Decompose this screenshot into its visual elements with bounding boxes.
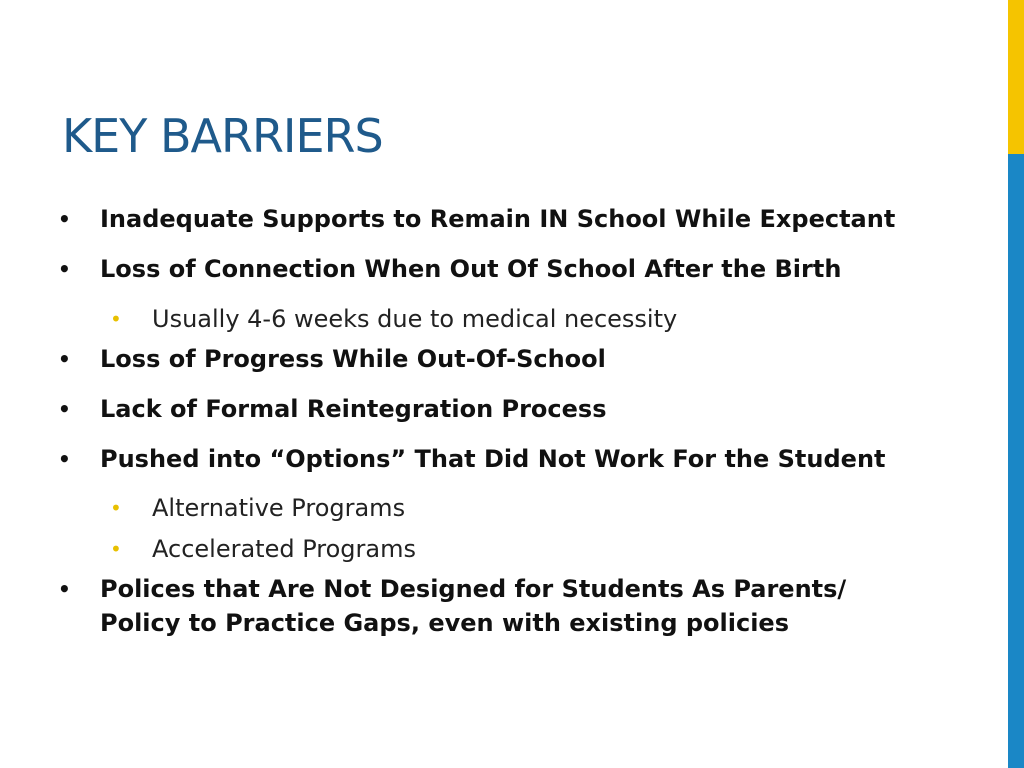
bullet-item [58, 202, 920, 236]
sub-bullet-text: Alternative Programs [152, 494, 406, 522]
bullet-icon: • [58, 447, 71, 471]
bullet-item [58, 252, 920, 286]
bullet-text: Loss of Connection When Out Of School After the Birth [100, 255, 842, 283]
sub-bullet-text: Usually 4-6 weeks due to medical necessity [152, 305, 678, 333]
bullet-item [58, 442, 920, 476]
sub-bullet-item [110, 534, 416, 564]
bullet-text: Polices that Are Not Designed for Students As Parents/ Policy to Practice Gaps, even with existing policies [100, 575, 847, 637]
sub-bullet-item [110, 493, 405, 523]
bullet-icon: • [58, 347, 71, 371]
accent-bar-blue [1008, 154, 1024, 768]
bullet-text: Lack of Formal Reintegration Process [100, 395, 607, 423]
bullet-item [58, 572, 920, 640]
bullet-item [58, 342, 920, 376]
bullet-icon: • [58, 207, 71, 231]
bullet-text: Inadequate Supports to Remain IN School While Expectant [100, 205, 896, 233]
sub-bullet-item [110, 304, 677, 334]
sub-bullet-icon: • [110, 496, 122, 520]
bullet-icon: • [58, 257, 71, 281]
sub-bullet-text: Accelerated Programs [152, 535, 416, 563]
slide-title: KEY BARRIERS [62, 109, 383, 163]
accent-bar [1008, 0, 1024, 768]
bullet-text: Pushed into “Options” That Did Not Work For the Student [100, 445, 886, 473]
sub-bullet-icon: • [110, 537, 122, 561]
bullet-icon: • [58, 397, 71, 421]
bullet-item [58, 392, 920, 426]
accent-bar-yellow [1008, 0, 1024, 154]
bullet-icon: • [58, 577, 71, 601]
sub-bullet-icon: • [110, 307, 122, 331]
bullet-text: Loss of Progress While Out-Of-School [100, 345, 606, 373]
